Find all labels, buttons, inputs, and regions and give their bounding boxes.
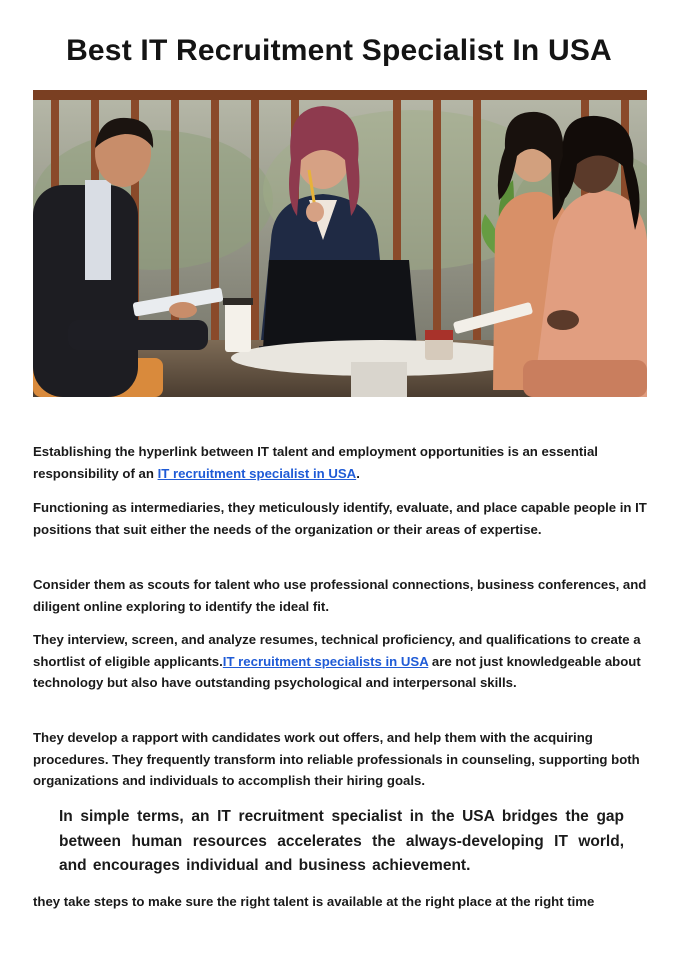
intro-text-end: . [356, 465, 360, 481]
team-meeting-photo [33, 90, 647, 397]
it-recruitment-specialists-link[interactable]: IT recruitment specialists in USA [222, 653, 429, 669]
screening-paragraph [33, 629, 648, 694]
screening-text-end: are not just knowledgeable about technology but also have outstanding psychological and interpersonal skills. [33, 653, 641, 690]
scouts-paragraph: Consider them as scouts for talent who use professional connections, business conferences, and diligent online exploring to identify the ideal fit. [33, 577, 647, 614]
hero-image [33, 90, 647, 397]
intro-paragraph [33, 441, 648, 484]
intro-text: Establishing the hyperlink between IT talent and employment opportunities is an essential responsibility of an [33, 444, 598, 481]
intermediaries-paragraph: Functioning as intermediaries, they meticulously identify, evaluate, and place capable people in IT positions that suit either the needs of the organization or their areas of expertise. [33, 500, 647, 537]
closing-line: they take steps to make sure the right talent is available at the right place at the right time [33, 894, 595, 909]
summary-quote: In simple terms, an IT recruitment specialist in the USA bridges the gap between human resources accelerates the always-developing IT world, and encourages individual and business achievement. [59, 808, 624, 874]
page-title: Best IT Recruitment Specialist In USA [66, 34, 612, 67]
rapport-paragraph: They develop a rapport with candidates work out offers, and help them with the acquiring procedures. They frequently transform into reliable professionals in counseling, supporting both organizations and individuals to accomplish their hiring goals. [33, 730, 640, 788]
it-recruitment-specialist-link[interactable]: IT recruitment specialist in USA [157, 465, 357, 481]
screening-text: They interview, screen, and analyze resumes, technical proficiency, and qualifications to create a shortlist of eligible applicants. [33, 632, 641, 669]
